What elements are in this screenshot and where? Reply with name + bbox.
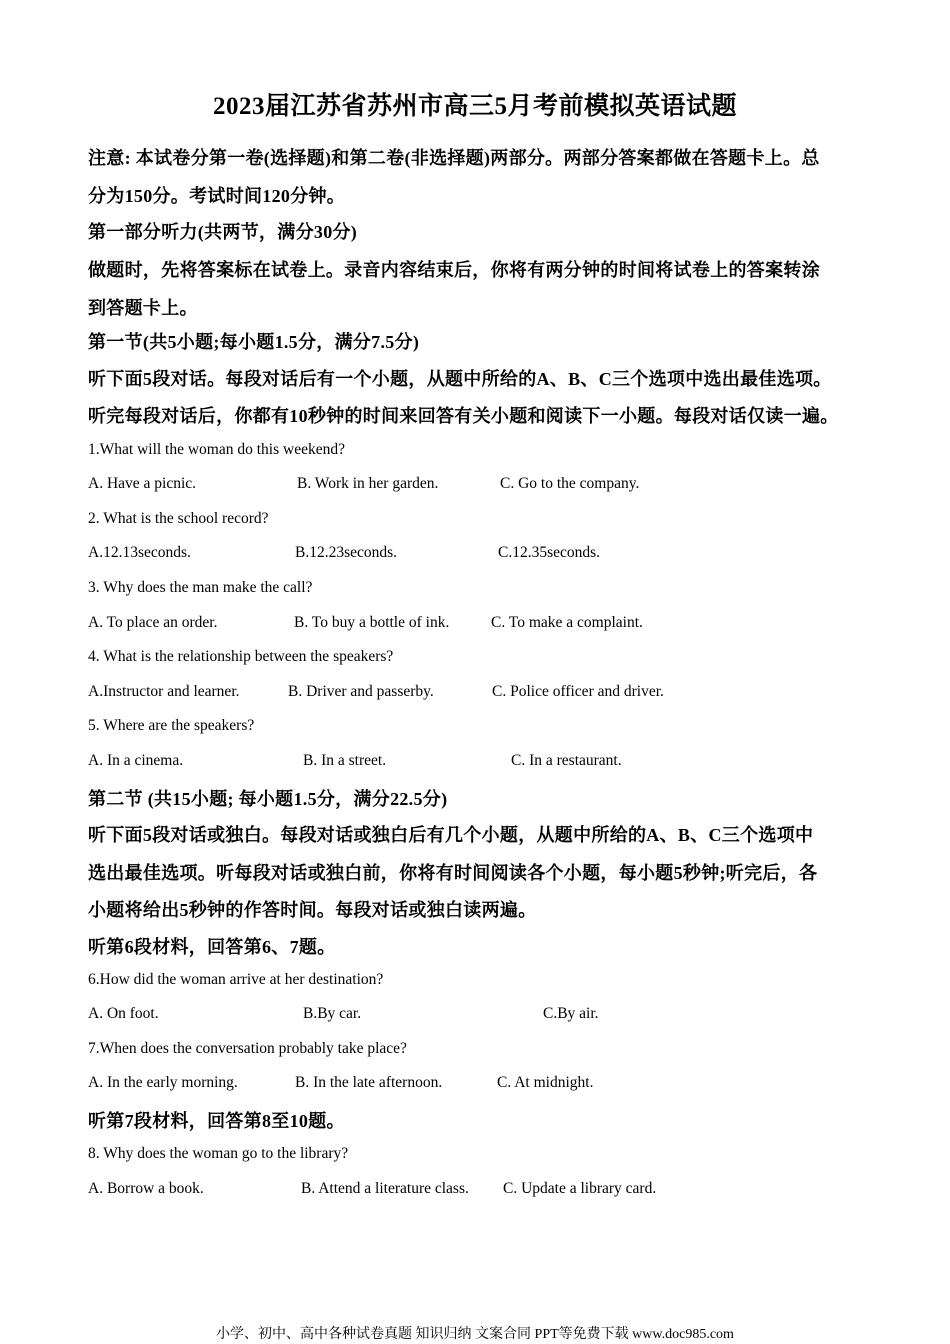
material-7-heading: 听第7段材料，回答第8至10题。 [88, 1111, 345, 1131]
section1-instruction-line-2: 听完每段对话后，你都有10秒钟的时间来回答有关小题和阅读下一小题。每段对话仅读一遍。 [88, 406, 839, 426]
question-2-option-b: B.12.23seconds. [295, 544, 398, 561]
question-4-option-b: B. Driver and passerby. [288, 683, 434, 700]
question-5-option-c: C. In a restaurant. [511, 752, 622, 769]
question-8-option-a: A. Borrow a book. [88, 1180, 204, 1197]
question-1-option-a: A. Have a picnic. [88, 475, 197, 492]
part1-instruction-line-1: 做题时，先将答案标在试卷上。录音内容结束后，你将有两分钟的时间将试卷上的答案转涂 [88, 260, 820, 280]
section1-instruction-line-1: 听下面5段对话。每段对话后有一个小题，从题中所给的A、B、C三个选项中选出最佳选项。 [88, 369, 832, 389]
question-6-option-c: C.By air. [543, 1005, 599, 1022]
question-6-option-b: B.By car. [303, 1005, 362, 1022]
question-8: 8. Why does the woman go to the library? [88, 1145, 349, 1162]
question-5: 5. Where are the speakers? [88, 717, 255, 734]
question-3-option-a: A. To place an order. [88, 614, 218, 631]
question-5-option-a: A. In a cinema. [88, 752, 184, 769]
question-3-option-b: B. To buy a bottle of ink. [294, 614, 450, 631]
question-5-option-b: B. In a street. [303, 752, 387, 769]
section2-instruction-line-3: 小题将给出5秒钟的作答时间。每段对话或独白读两遍。 [88, 900, 537, 920]
part1-instruction-line-2: 到答题卡上。 [88, 298, 198, 318]
question-7-option-b: B. In the late afternoon. [295, 1074, 443, 1091]
section1-heading: 第一节(共5小题;每小题1.5分，满分7.5分) [88, 332, 420, 352]
question-7-option-a: A. In the early morning. [88, 1074, 238, 1091]
question-4-option-a: A.Instructor and learner. [88, 683, 240, 700]
part1-heading: 第一部分听力(共两节，满分30分) [88, 222, 358, 242]
page-title: 2023届江苏省苏州市高三5月考前模拟英语试题 [212, 93, 737, 120]
question-2-option-c: C.12.35seconds. [498, 544, 601, 561]
question-3: 3. Why does the man make the call? [88, 579, 313, 596]
question-8-option-b: B. Attend a literature class. [301, 1180, 469, 1197]
question-7-option-c: C. At midnight. [497, 1074, 594, 1091]
question-1-option-b: B. Work in her garden. [297, 475, 439, 492]
notice-line-2: 分为150分。考试时间120分钟。 [88, 186, 346, 206]
question-3-option-c: C. To make a complaint. [491, 614, 643, 631]
question-1-option-c: C. Go to the company. [500, 475, 640, 492]
question-4-option-c: C. Police officer and driver. [492, 683, 664, 700]
notice-line-1: 注意: 本试卷分第一卷(选择题)和第二卷(非选择题)两部分。两部分答案都做在答题卡上。总 [88, 148, 820, 168]
question-7: 7.When does the conversation probably take place? [88, 1040, 407, 1057]
question-1: 1.What will the woman do this weekend? [88, 441, 345, 458]
question-2: 2. What is the school record? [88, 510, 269, 527]
question-8-option-c: C. Update a library card. [503, 1180, 657, 1197]
question-6: 6.How did the woman arrive at her destination? [88, 971, 384, 988]
section2-instruction-line-2: 选出最佳选项。听每段对话或独白前，你将有时间阅读各个小题，每小题5秒钟;听完后，各 [88, 863, 818, 883]
section2-heading: 第二节 (共15小题; 每小题1.5分，满分22.5分) [88, 789, 448, 809]
question-6-option-a: A. On foot. [88, 1005, 159, 1022]
material-6-heading: 听第6段材料，回答第6、7题。 [88, 937, 336, 957]
page-footer: 小学、初中、高中各种试卷真题 知识归纳 文案合同 PPT等免费下载 www.doc985.com [216, 1327, 734, 1342]
question-4: 4. What is the relationship between the speakers? [88, 648, 394, 665]
section2-instruction-line-1: 听下面5段对话或独白。每段对话或独白后有几个小题，从题中所给的A、B、C三个选项中 [88, 825, 814, 845]
question-2-option-a: A.12.13seconds. [88, 544, 191, 561]
